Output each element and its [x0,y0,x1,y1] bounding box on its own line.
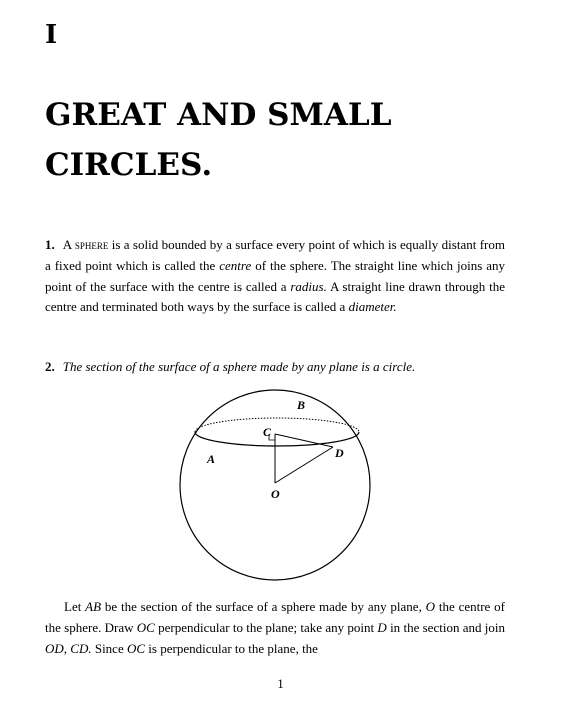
chapter-title-line-1: GREAT AND SMALL [45,97,392,133]
p3-text-1: Let [64,599,86,614]
p3-text-5: in the section and join [386,619,505,635]
p3-text-2: be the section of the surface of a sphere made by any plane, [101,599,426,614]
p3-math-d: D [377,619,387,635]
sphere-figure [175,385,375,585]
p3-text-7: is perpendicular to the plane, the [145,640,318,656]
sphere-diagram [175,385,375,585]
section-number-2: 2. [45,359,55,374]
p3-text-4: perpendicular to the plane; take any point [154,619,378,635]
p1-smallcaps-sphere: sphere [74,237,109,252]
p3-math-oc-2: OC [126,640,146,656]
label-a: A [207,452,216,466]
label-b: B [297,398,306,412]
sphere-outline [180,390,370,580]
p3-math-o: O [425,599,436,614]
paragraph-2 [45,357,505,378]
p1-text-2: is a solid bounded by a surface every point of which is equally distant from a fixed point which is called the [45,237,505,273]
label-c: C [263,425,272,439]
page-number: 1 [277,676,284,691]
p1-text-4: A straight line drawn through the centre and terminated both ways by the surface is called a [45,278,505,315]
chapter-number: I [45,20,58,50]
p3-text-3: the centre of the sphere. Draw [45,599,505,635]
label-o: O [271,487,280,501]
paragraph-1 [45,235,505,318]
line-od [275,447,333,483]
p1-term-centre: centre [219,257,252,273]
p3-math-od-cd: OD, CD. [45,640,92,656]
label-d: D [335,446,344,460]
chapter-title [45,90,525,190]
section-circle-back [195,418,359,432]
p3-text-6: Since [91,640,127,656]
p3-math-oc: OC [136,619,155,635]
p3-math-ab: AB [85,599,102,614]
p1-term-diameter: diameter. [348,299,397,315]
p1-text-3: of the sphere. The straight line which joins any point of the surface with the centre is called a [45,257,505,294]
section-number-1: 1. [45,237,55,252]
p1-text-1: A [62,237,75,252]
proposition-text: The section of the surface of a sphere made by any plane is a circle. [62,359,416,374]
chapter-title-line-2: CIRCLES. [45,147,213,183]
p1-term-radius: radius. [290,278,327,294]
paragraph-3 [45,597,505,659]
